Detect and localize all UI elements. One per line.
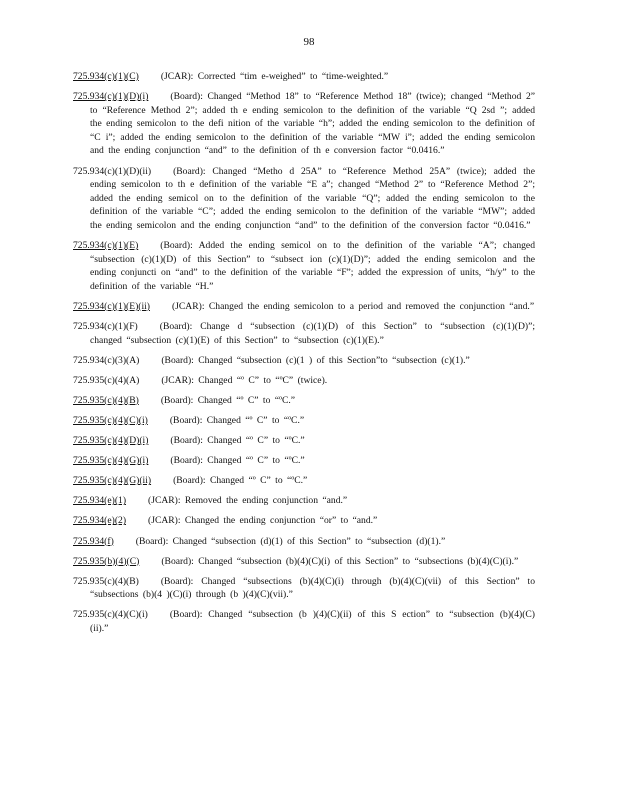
amendment-entry (73, 70, 535, 84)
section-citation: 725.934(c)(1)(F) (73, 321, 138, 332)
amendment-description: (Board): Changed “º C” to “ºC.” (169, 414, 305, 426)
amendment-description: (Board): Changed “Metho d 25A” to “Reference Method 25A” (twice); added the ending semicolon to th e definition of the variable “E a”; changed “Method 2” to “Reference Method 2”; added the ending semicol on to the definition of the variable “Q”; added the ending semicolon to the definition of the variable “C”; added the ending semicolon to the definition of the variable “MW”; added the ending semicolon and the ending conjunction “and” to the definition of the conversion factor “0.0416.” (90, 165, 535, 231)
amendment-description: (Board): Changed “º C” to “ºC.” (160, 394, 296, 406)
section-citation: 725.935(c)(4)(B) (73, 394, 139, 406)
section-citation: 725.934(c)(1)(E) (73, 240, 139, 252)
amendment-description: (Board): Changed “subsection (b)(4)(C)(i) of this Section” to “subsections (b)(4)(C)(i).” (161, 555, 519, 567)
amendment-entry (73, 414, 535, 428)
page-number: 98 (303, 36, 315, 48)
amendment-entry (73, 90, 535, 158)
section-citation: 725.934(c)(1)(E)(ii) (73, 300, 150, 312)
amendment-description: (Board): Changed “subsections (b)(4)(C)(i) through (b)(4)(C)(vii) of this Section” to “subsections (b)(4 )(C)(i) through (b )(4)(C)(vii).” (90, 575, 535, 601)
section-citation: 725.935(b)(4)(C) (73, 555, 140, 567)
section-citation: 725.935(c)(4)(D)(i) (73, 435, 149, 447)
amendment-description: (Board): Changed “subsection (d)(1) of this Section” to “subsection (d)(1).” (135, 535, 446, 547)
amendment-entry (73, 394, 535, 408)
amendment-description: (Board): Changed “Method 18” to “Reference Method 18” (twice); changed “Method 2” to “Reference Method 2”; added th e ending semicolon to the definition of the variable “Q 2sd ”; added the ending semicolon to the defi nition of the variable “h”; added the ending semicolon to the definition of “C i”; added the ending semicolon to the definition of the variable “MW i”; added the ending semicolon and the ending conjunction “and” to the definition of th e conversion factor “0.0416.” (90, 91, 535, 157)
amendment-description: (Board): Changed “subsection (c)(1 ) of this Section”to “subsection (c)(1).” (161, 354, 470, 366)
amendment-description: (JCAR): Changed the ending semicolon to a period and removed the conjunction “and.” (171, 300, 535, 312)
amendment-entry (73, 374, 535, 388)
section-citation: 725.935(c)(4)(B) (73, 575, 139, 587)
amendment-entry (73, 575, 535, 602)
amendment-description: (Board): Changed “subsection (b )(4)(C)(ii) of this S ection” to “subsection (b)(4)(C)(ii).” (90, 609, 535, 634)
section-citation: 725.934(c)(1)(C) (73, 71, 139, 82)
amendment-description: (Board): Changed “º C” to “ºC.” (170, 455, 305, 467)
section-citation: 725.935(c)(4)(G)(ii) (73, 475, 152, 487)
amendment-entry (73, 239, 535, 293)
amendment-description: (Board): Changed “º C” to “ºC.” (170, 435, 305, 447)
amendment-entry (73, 535, 535, 549)
amendment-description: (JCAR): Changed “º C” to “ºC” (twice). (161, 374, 328, 386)
amendment-entry (73, 555, 535, 569)
amendment-entry (73, 474, 535, 488)
section-citation: 725.934(e)(1) (73, 495, 127, 507)
section-citation: 725.935(c)(4)(C)(i) (73, 609, 148, 621)
section-citation: 725.934(f) (73, 535, 114, 547)
amendment-entry (73, 514, 535, 528)
section-citation: 725.934(c)(3)(A) (73, 354, 140, 366)
section-citation: 725.934(e)(2) (73, 515, 127, 527)
amendment-entry (73, 454, 535, 468)
amendment-entry (73, 165, 535, 233)
section-citation: 725.934(c)(1)(D)(i) (73, 91, 149, 103)
amendment-description: (Board): Added the ending semicol on to the definition of the variable “A”; changed “subsection (c)(1)(D) of this Section” to “subsect ion (c)(1)(D)”; added the ending semicolon and the ending conjuncti on “and” to the definition of the variable “F”; added the expression of units, “h/y” to the definition of the variable “H.” (90, 240, 535, 292)
amendment-list (73, 70, 535, 642)
amendment-entry (73, 354, 535, 368)
amendment-entry (73, 300, 535, 314)
amendment-entry (73, 494, 535, 508)
section-citation: 725.935(c)(4)(G)(i) (73, 455, 149, 467)
amendment-description: (JCAR): Corrected “tim e-weighed” to “time-weighted.” (160, 71, 389, 82)
amendment-entry (73, 608, 535, 635)
amendment-entry (73, 320, 535, 347)
section-citation: 725.934(c)(1)(D)(ii) (73, 165, 152, 177)
amendment-description: (Board): Change d “subsection (c)(1)(D) of this Section” to “subsection (c)(1)(D)”; changed “subsection (c)(1)(E) of this Section” to “subsection (c)(1)(E).” (90, 321, 535, 346)
amendment-description: (JCAR): Removed the ending conjunction “and.” (148, 495, 348, 507)
amendment-description: (Board): Changed “º C” to “ºC.” (173, 475, 308, 487)
section-citation: 725.935(c)(4)(A) (73, 374, 140, 386)
section-citation: 725.935(c)(4)(C)(i) (73, 414, 148, 426)
amendment-description: (JCAR): Changed the ending conjunction “or” to “and.” (148, 515, 378, 527)
amendment-entry (73, 434, 535, 448)
